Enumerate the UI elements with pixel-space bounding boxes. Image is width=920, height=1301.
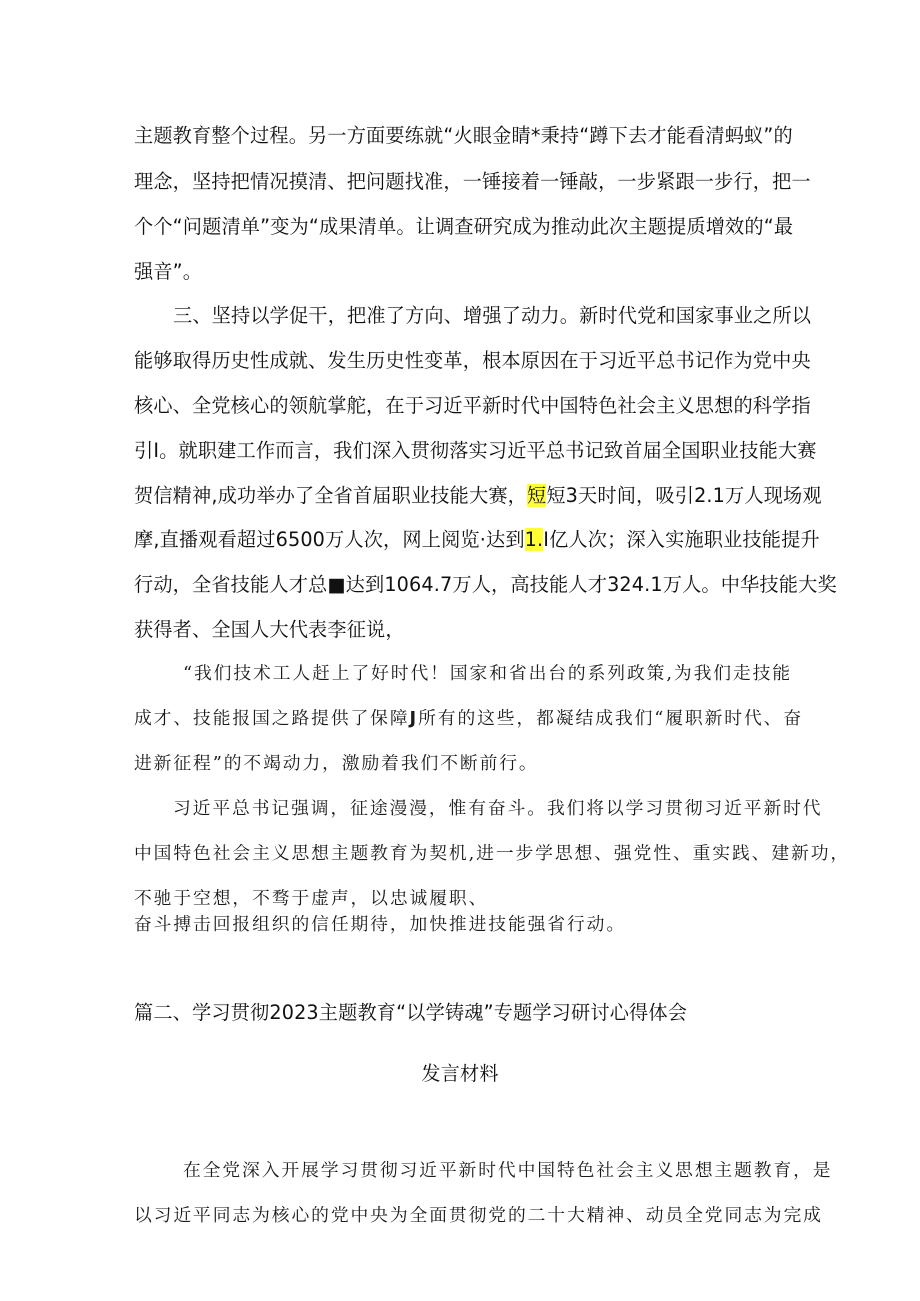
paragraph-line: 中国特色社会主义思想主题教育为契机,进一步学思想、强党性、重实践、建新功， bbox=[134, 843, 851, 864]
paragraph-line: 理念，坚持把情况摸清、把问题找准，一锤接着一锤敲，一步紧跟一步行，把一 bbox=[134, 170, 811, 193]
section-heading: 篇二、学习贯彻2023主题教育“以学铸魂”专题学习研讨心得体会 bbox=[134, 1001, 688, 1024]
paragraph-line: 获得者、全国人大代表李征说， bbox=[134, 618, 405, 641]
paragraph-line bbox=[134, 481, 822, 508]
paragraph-line: 不驰于空想，不骛于虚声，以忠诚履职、 bbox=[134, 888, 489, 909]
quote-line: “我们技术工人赶上了好时代！国家和省出台的系列政策,为我们走技能 bbox=[183, 663, 792, 684]
section-heading-subtitle: 发言材料 bbox=[421, 1062, 499, 1085]
paragraph-line: 核心、全党核心的领航掌舵，在于习近平新时代中国特色社会主义思想的科学指 bbox=[134, 394, 811, 417]
paragraph-line: 奋斗搏击回报组织的信任期待，加快推进技能强省行动。 bbox=[134, 914, 627, 935]
quote-line bbox=[134, 705, 803, 730]
paragraph-line: 强音”。 bbox=[134, 260, 203, 283]
paragraph-line: 个个“问题清单”变为“成果清单。让调查研究成为推动此次主题提质增效的“最 bbox=[134, 215, 794, 238]
paragraph-line: 在全党深入开展学习贯彻习近平新时代中国特色社会主义思想主题教育，是 bbox=[183, 1160, 833, 1181]
paragraph-line: 习近平总书记强调，征途漫漫，惟有奋斗。我们将以学习贯彻习近平新时代 bbox=[173, 798, 823, 819]
highlighted-text: 短 bbox=[527, 484, 547, 507]
paragraph-line: 能够取得历史性成就、发生历史性变革，根本原因在于习近平总书记作为党中央 bbox=[134, 349, 811, 372]
text-segment: 短3天时间，吸引2.1万人现场观 bbox=[546, 484, 822, 507]
text-segment: I亿人次；深入实施职业技能提升 bbox=[543, 528, 820, 551]
paragraph-line: 引I。就职建工作而言，我们深入贯彻落实习近平总书记致首届全国职业技能大赛 bbox=[134, 439, 817, 462]
text-segment: 摩,直播观看超过6500万人次，网上阅览·达到 bbox=[134, 528, 525, 551]
paragraph-line bbox=[134, 525, 820, 552]
section-three-line: 三、坚持以学促干，把准了方向、增强了动力。新时代党和国家事业之所以 bbox=[173, 304, 812, 327]
paragraph-line: 行动，全省技能人才总■达到1064.7万人，高技能人才324.1万人。中华技能大奖 bbox=[134, 573, 837, 596]
paragraph-line: 以习近平同志为核心的党中央为全面贯彻党的二十大精神、动员全党同志为完成 bbox=[134, 1205, 823, 1226]
text-segment: 成才、技能报国之路提供了保障 bbox=[134, 708, 410, 729]
text-segment: J bbox=[409, 708, 419, 729]
paragraph-line: 主题教育整个过程。另一方面要练就“火眼金睛*秉持“蹲下去才能看清蚂蚁”的 bbox=[134, 124, 793, 147]
text-segment: 贺信精神,成功举办了全省首届职业技能大赛， bbox=[134, 484, 527, 507]
highlighted-text: 1. bbox=[524, 528, 544, 551]
text-segment: 所有的这些，都凝结成我们“履职新时代、奋 bbox=[418, 708, 804, 729]
quote-line: 进新征程”的不竭动力，激励着我们不断前行。 bbox=[134, 753, 539, 774]
